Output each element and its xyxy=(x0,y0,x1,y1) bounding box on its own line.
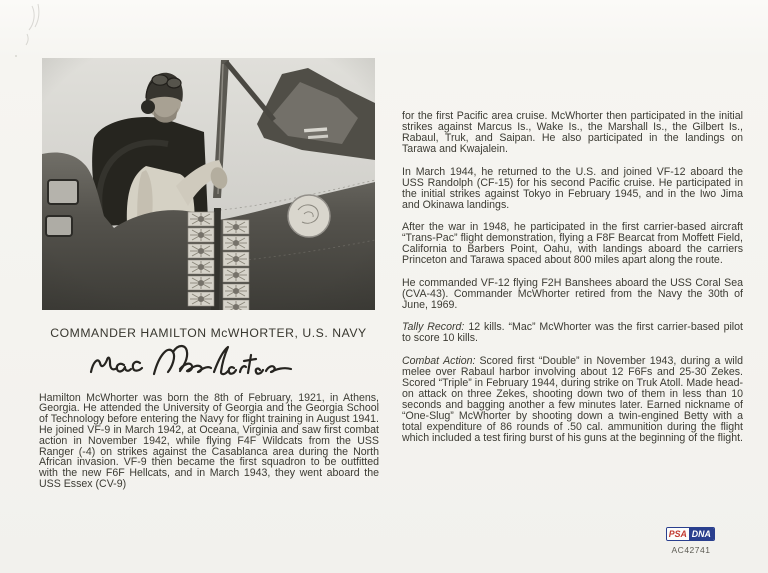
photo-caption: COMMANDER HAMILTON McWHORTER, U.S. NAVY xyxy=(50,326,367,340)
bio-column-right xyxy=(402,111,743,455)
autograph-signature xyxy=(86,341,304,385)
paragraph-lead: Tally Record: xyxy=(402,321,465,333)
psa-dna-logo xyxy=(666,527,715,541)
cert-number: AC42741 xyxy=(671,545,711,555)
paragraph-text: 12 kills. “Mac” McWhorter was the first carrier-based pilot to score 10 kills. xyxy=(402,321,743,344)
paragraph-text: for the first Pacific area cruise. McWhorter then participated in the initial strikes against Marcus Is., Wake Is., the Marshall Is., the Gilbert Is., Rabaul, Truk, and Saipan. He also participated in the landings on Tarawa and Kwajalein. xyxy=(402,110,743,155)
paragraph-lead: Combat Action: xyxy=(402,354,476,367)
bio-paragraph xyxy=(402,278,743,311)
bio-paragraph xyxy=(402,222,743,266)
bio-paragraph xyxy=(402,111,743,155)
paragraph-text: Scored first “Double” in November 1943, during a wild melee over Rabaul harbor involving about 12 F6Fs and 25-30 Zekes. Scored “Triple” in February 1944, during strike on Truk Atoll. Made head-on attack on three Zekes, shooting down two of them in less than 10 seconds and bagging another a few minutes later. Earned nickname of “One-Slug” McWhorter by shooting down a twin-engined Betty with a total expenditure of 86 rounds of .50 cal. ammunition during the flight which included a test firing burst of his guns at the beginning of the flight. xyxy=(402,354,744,444)
dna-label: DNA xyxy=(689,528,714,540)
bio-paragraph xyxy=(402,356,743,444)
paragraph-text: In March 1944, he returned to the U.S. and joined VF-12 aboard the USS Randolph (CF-15) for his second Pacific cruise. He participated in the initial strikes against Tokyo in February 1945, and in the Iwo Jima and Okinawa landings. xyxy=(402,165,743,211)
photo-vignette xyxy=(42,58,375,310)
bio-paragraph xyxy=(402,167,743,211)
bio-paragraph xyxy=(402,322,743,344)
bio-paragraph-left: Hamilton McWhorter was born the 8th of February, 1921, in Athens, Georgia. He attended the University of Georgia and the Georgia School of Technology before entering the Navy for flight training in August 1941. He joined VF-9 in March 1942, at Oceana, Virginia and saw first combat action in November 1942, while flying F4F Wildcats from the USS Ranger (-4) on strikes against the Casablanca area during the North African invasion. VF-9 then became the first squadron to be outfitted with the new F6F Hellcats, and in March 1943, they went aboard the USS Essex (CV-9) xyxy=(39,391,379,490)
portrait-photo xyxy=(42,58,375,310)
paragraph-text: He commanded VF-12 flying F2H Banshees aboard the USS Coral Sea (CVA-43). Commander McWhorter retired from the Navy the 30th of June, 1969. xyxy=(402,276,743,311)
paragraph-text: After the war in 1948, he participated in the first carrier-based aircraft “Trans-Pac” flight demonstration, flying a F8F Bearcat from Moffett Field, California to Barbers Point, Oahu, with landings aboard the carriers Princeton and Tarawa spaced about 800 miles apart along the route. xyxy=(402,221,743,266)
portrait-photo-art xyxy=(42,58,375,310)
psa-label: PSA xyxy=(668,529,687,539)
